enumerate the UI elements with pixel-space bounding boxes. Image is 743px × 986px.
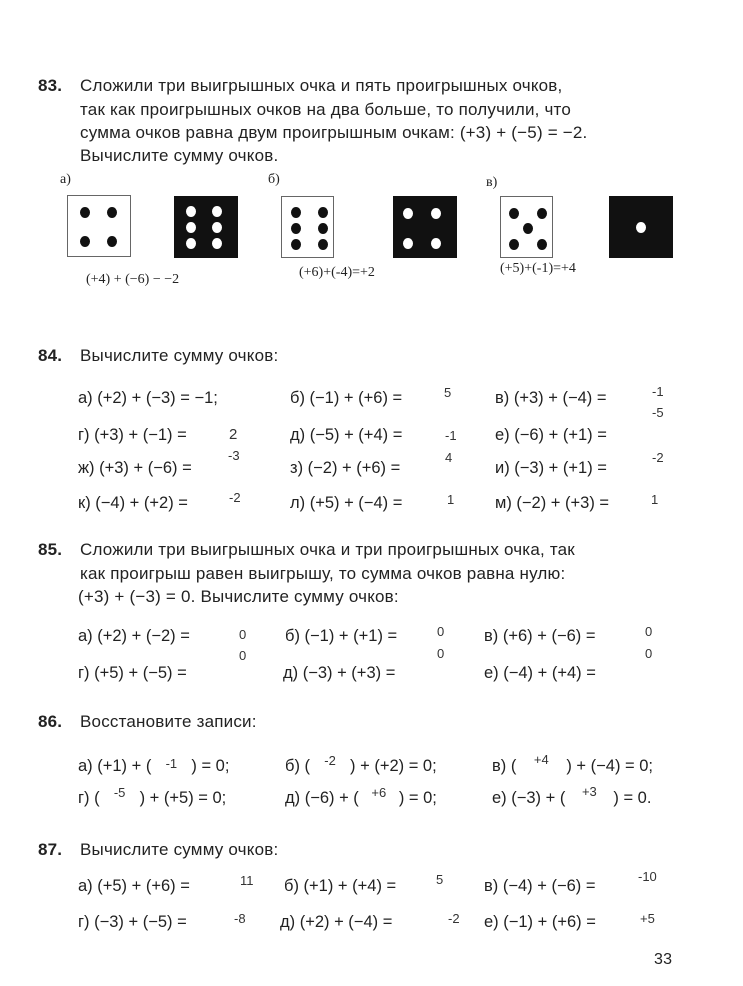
equation: б) (+1) + (+4) =: [284, 877, 397, 895]
answer: -8: [234, 911, 246, 926]
problem-title: Вычислите сумму очков:: [80, 346, 279, 365]
answer: 0: [239, 648, 247, 663]
die-white-six: [281, 196, 334, 258]
problem-number: 83.: [38, 76, 63, 95]
answer: 1: [651, 492, 659, 507]
dice-label: б): [268, 172, 280, 187]
problem-text: Сложили три выигрышных очка и пять проигрышных очков,: [80, 76, 563, 95]
dice-label: а): [60, 172, 71, 187]
answer: -1: [445, 428, 457, 443]
problem-number: 87.: [38, 840, 63, 859]
problem-text: (+3) + (−3) = 0. Вычислите сумму очков:: [78, 587, 399, 606]
answer: 11: [240, 873, 254, 888]
equation: в) (−4) + (−6) =: [484, 877, 596, 895]
answer: -1: [165, 756, 178, 771]
equation: в) (+6) + (−6) =: [484, 627, 596, 645]
answer: -2: [324, 753, 336, 768]
equation: е) (−1) + (+6) =: [484, 913, 596, 931]
equation: д) (+2) + (−4) =: [280, 913, 393, 931]
equation: д) (−3) + (+3) =: [283, 664, 396, 682]
equation: г) (−3) + (−5) =: [78, 913, 187, 931]
answer: -5: [113, 785, 126, 800]
equation: и) (−3) + (+1) =: [495, 459, 607, 477]
dice-caption: (+4) + (−6) − −2: [86, 272, 180, 287]
dice-caption: (+6)+(-4)=+2: [299, 265, 375, 280]
answer: 0: [437, 624, 445, 639]
dice-caption: (+5)+(-1)=+4: [500, 261, 576, 276]
equation: г) ( -5 ) + (+5) = 0;: [78, 785, 227, 807]
problem-title: Восстановите записи:: [80, 712, 257, 731]
equation: е) (−4) + (+4) =: [484, 664, 596, 682]
answer: 5: [436, 872, 444, 887]
problem-text: Сложили три выигрышных очка и три проигрышных очка, так: [80, 540, 575, 559]
die-black-one: [609, 196, 673, 258]
answer: -5: [652, 405, 664, 420]
answer: 5: [444, 385, 452, 400]
equation: а) (+5) + (+6) =: [78, 877, 190, 895]
equation: д) (−6) + ( +6 ) = 0;: [285, 785, 437, 807]
answer: 0: [239, 627, 247, 642]
equation: е) (−3) + ( +3 ) = 0.: [492, 784, 652, 807]
answer: +3: [581, 784, 597, 799]
equation: г) (+3) + (−1) =: [78, 426, 187, 444]
answer: -10: [638, 869, 657, 884]
equation: з) (−2) + (+6) =: [290, 459, 401, 477]
equation: а) (+2) + (−3) = −1;: [78, 389, 218, 407]
dice-label: в): [486, 175, 498, 190]
die-black-four: [393, 196, 457, 258]
equation: ж) (+3) + (−6) =: [78, 459, 192, 477]
die-white-five: [500, 196, 553, 258]
answer: 0: [437, 646, 445, 661]
answer: -1: [652, 384, 664, 399]
equation: е) (−6) + (+1) =: [495, 426, 607, 444]
problem-text: как проигрыш равен выигрышу, то сумма очков равна нулю:: [80, 564, 566, 583]
die-black-six: [174, 196, 238, 258]
problem-text: так как проигрышных очков на два больше, то получили, что: [80, 100, 572, 119]
equation: м) (−2) + (+3) =: [495, 494, 610, 512]
problem-text: Вычислите сумму очков.: [80, 146, 279, 165]
problem-number: 85.: [38, 540, 63, 559]
equation: в) ( +4 ) + (−4) = 0;: [492, 752, 654, 775]
equation: б) ( -2 ) + (+2) = 0;: [285, 753, 437, 775]
die-white-four: [67, 195, 131, 257]
answer: -2: [652, 450, 664, 465]
page-number: 33: [654, 951, 673, 968]
problem-text: сумма очков равна двум проигрышным очкам: (+3) + (−5) = −2.: [80, 123, 588, 142]
answer: -2: [448, 911, 460, 926]
answer: +4: [533, 752, 549, 767]
answer: +6: [371, 785, 387, 800]
answer: +5: [640, 911, 655, 926]
answer: 4: [445, 450, 453, 465]
problem-number: 84.: [38, 346, 63, 365]
equation: в) (+3) + (−4) =: [495, 389, 607, 407]
answer: -3: [228, 448, 240, 463]
equation: к) (−4) + (+2) =: [78, 494, 188, 512]
answer: 1: [447, 492, 455, 507]
equation: а) (+1) + ( -1 ) = 0;: [78, 756, 230, 775]
problem-number: 86.: [38, 712, 63, 731]
answer: 0: [645, 624, 653, 639]
answer: 0: [645, 646, 653, 661]
answer: -2: [229, 490, 241, 505]
equation: г) (+5) + (−5) =: [78, 664, 187, 682]
problem-title: Вычислите сумму очков:: [80, 840, 279, 859]
equation: л) (+5) + (−4) =: [290, 494, 403, 512]
equation: б) (−1) + (+1) =: [285, 627, 398, 645]
equation: б) (−1) + (+6) =: [290, 389, 403, 407]
equation: а) (+2) + (−2) =: [78, 627, 190, 645]
equation: д) (−5) + (+4) =: [290, 426, 403, 444]
answer: 2: [229, 426, 238, 443]
